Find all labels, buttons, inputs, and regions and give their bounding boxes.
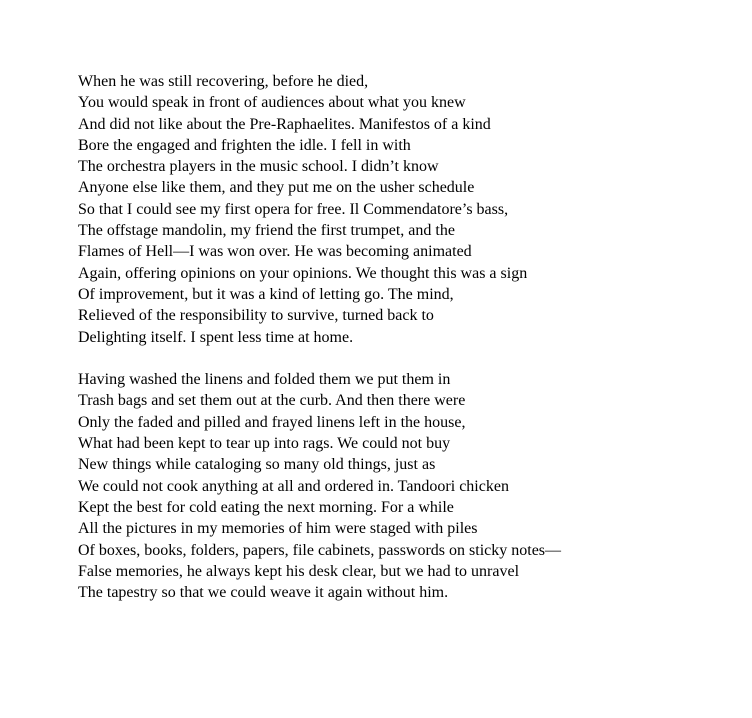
poem-line: Delighting itself. I spent less time at home. (78, 328, 354, 346)
poem-line: Trash bags and set them out at the curb. And then there were (78, 392, 466, 410)
poem-line: Of boxes, books, folders, papers, file cabinets, passwords on sticky notes— (78, 541, 562, 559)
poem-stanza (78, 369, 561, 603)
poem-line: Only the faded and pilled and frayed linens left in the house, (78, 413, 466, 431)
poem (78, 71, 561, 603)
poem-line: Relieved of the responsibility to survive, turned back to (78, 307, 434, 325)
poem-line: The offstage mandolin, my friend the first trumpet, and the (78, 222, 455, 240)
poem-line: False memories, he always kept his desk clear, but we had to unravel (78, 562, 520, 580)
poem-line: Having washed the linens and folded them we put them in (78, 371, 451, 389)
poem-line: So that I could see my first opera for free. Il Commendatore’s bass, (78, 200, 509, 218)
poem-stanza (78, 71, 561, 348)
poem-line: Kept the best for cold eating the next morning. For a while (78, 498, 454, 516)
poem-line: The orchestra players in the music school. I didn’t know (78, 158, 439, 176)
poem-line: Flames of Hell—I was won over. He was becoming animated (78, 243, 472, 261)
poem-line: And did not like about the Pre-Raphaelites. Manifestos of a kind (78, 115, 491, 133)
poem-line: Bore the engaged and frighten the idle. I fell in with (78, 136, 411, 154)
poem-line: Anyone else like them, and they put me on the usher schedule (78, 179, 475, 197)
poem-line: The tapestry so that we could weave it again without him. (78, 584, 449, 602)
poem-line: We could not cook anything at all and ordered in. Tandoori chicken (78, 477, 509, 495)
poem-line: Again, offering opinions on your opinions. We thought this was a sign (78, 264, 528, 282)
poem-line: When he was still recovering, before he died, (78, 73, 369, 90)
poem-line: What had been kept to tear up into rags. We could not buy (78, 435, 451, 453)
poem-line: New things while cataloging so many old things, just as (78, 456, 436, 474)
poem-line: Of improvement, but it was a kind of letting go. The mind, (78, 285, 454, 303)
poem-line: You would speak in front of audiences about what you knew (78, 94, 466, 112)
poem-line: All the pictures in my memories of him were staged with piles (78, 520, 478, 538)
